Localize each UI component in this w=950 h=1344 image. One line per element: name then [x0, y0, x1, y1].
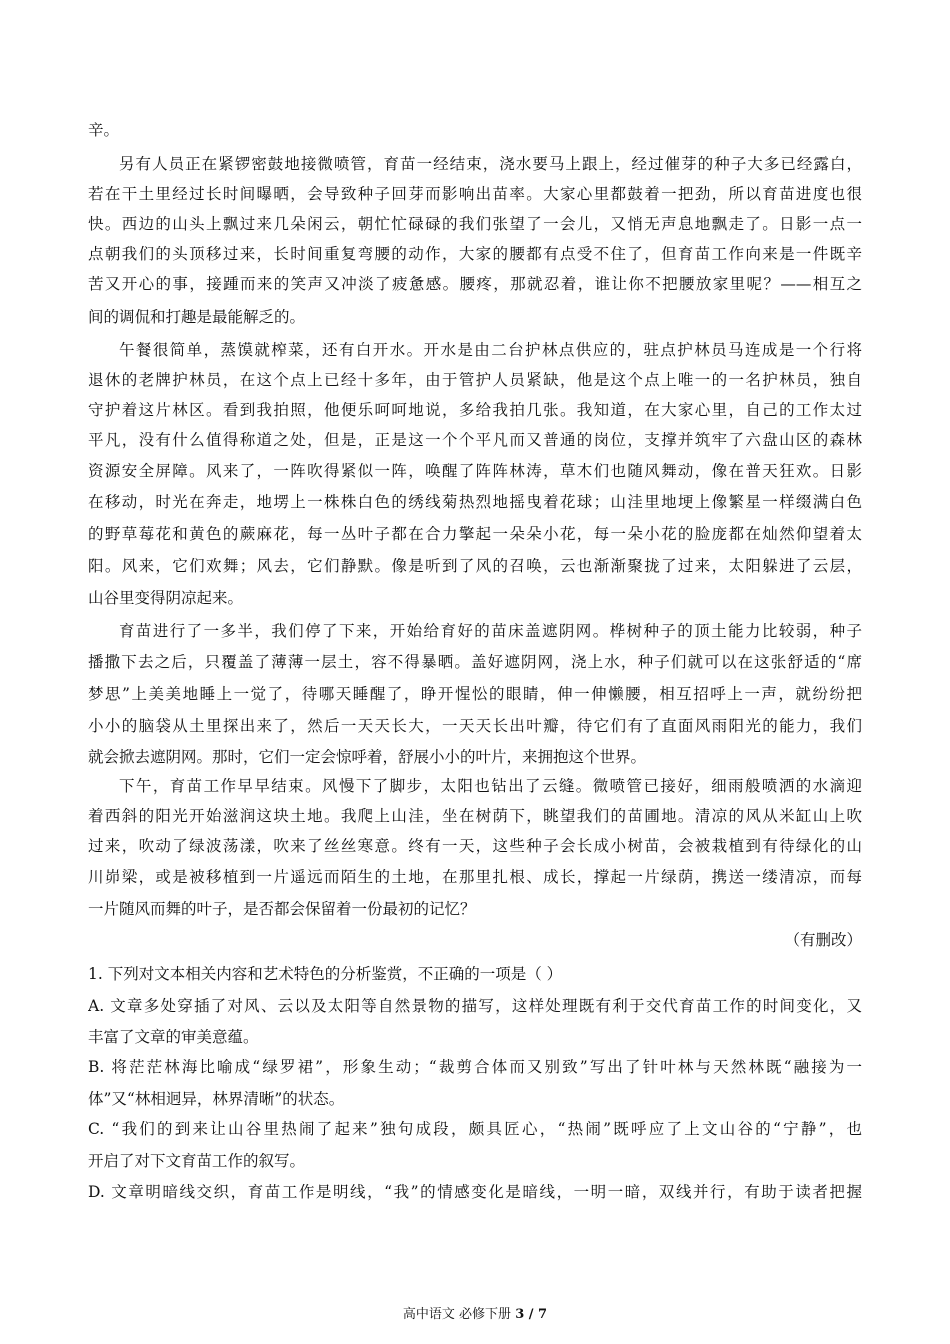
passage-line: 过来，吹动了绿波荡漾，吹来了丝丝寒意。终有一天，这些种子会长成小树苗，会被栽植到有待绿化的山 — [88, 837, 862, 855]
passage-line: 育苗进行了一多半，我们停了下来，开始给育好的苗床盖遮阴网。桦树种子的顶土能力比较弱，种子 — [119, 622, 862, 640]
passage-line: 阳。风来，它们欢舞；风去，它们静默。像是听到了风的召唤，云也渐渐聚拢了过来，太阳躲进了云层， — [88, 557, 862, 575]
page-number: 3 / 7 — [515, 1307, 548, 1322]
option-c-cont: 开启了对下文育苗工作的叙写。 — [88, 1152, 306, 1170]
passage-line: 点朝我们的头顶移过来，长时间重复弯腰的动作，大家的腰都有点受不住了，但育苗工作向来是一件既辛 — [88, 245, 862, 263]
passage-line: 资源安全屏障。风来了，一阵吹得紧似一阵，唤醒了阵阵林涛，草木们也随风舞动，像在普天狂欢。日影 — [88, 462, 862, 480]
passage-line: 川峁梁，或是被移植到一片遥远而陌生的土地，在那里扎根、成长，撑起一片绿荫，携送一缕清凉，而每 — [88, 868, 862, 886]
passage-line: 辛。 — [88, 121, 120, 139]
passage-line: 的野草莓花和黄色的蕨麻花，每一丛叶子都在合力擎起一朵朵小花，每一朵小花的脸庞都在灿然仰望着太 — [88, 525, 862, 543]
passage-line: 另有人员正在紧锣密鼓地接微喷管，育苗一经结束，浇水要马上跟上，经过催芽的种子大多已经露白， — [119, 155, 862, 173]
passage-line: 下午，育苗工作早早结束。风慢下了脚步，太阳也钻出了云缝。微喷管已接好，细雨般喷洒的水滴迎 — [119, 777, 862, 795]
passage-line: 午餐很简单，蒸馍就榨菜，还有白开水。开水是由二台护林点供应的，驻点护林员马连成是一个行将 — [119, 341, 862, 359]
passage-line: 山谷里变得阴凉起来。 — [88, 589, 244, 607]
passage-line: 一片随风而舞的叶子，是否都会保留着一份最初的记忆？ — [88, 900, 476, 918]
option-d: D. 文章明暗线交织，育苗工作是明线，“我”的情感变化是暗线，一明一暗，双线并行，有助于读者把握 — [88, 1183, 862, 1201]
option-b-cont: 体”又“林相迥异，林界清晰”的状态。 — [88, 1090, 345, 1108]
passage-line: 着西斜的阳光开始滋润这块土地。我爬上山洼，坐在树荫下，眺望我们的苗圃地。清凉的风从米缸山上吹 — [88, 807, 862, 825]
option-a-cont: 丰富了文章的审美意蕴。 — [88, 1028, 259, 1046]
passage-line: 快。西边的山头上飘过来几朵闲云，朝忙忙碌碌的我们张望了一会儿，又悄无声息地飘走了。日影一点一 — [88, 215, 862, 233]
option-a: A. 文章多处穿插了对风、云以及太阳等自然景物的描写，这样处理既有利于交代育苗工作的时间变化，又 — [88, 997, 862, 1015]
passage-line: 在移动，时光在奔走，地塄上一株株白色的绣线菊热烈地摇曳着花球；山洼里地埂上像繁星一样缀满白色 — [88, 493, 862, 511]
question-stem: 1. 下列对文本相关内容和艺术特色的分析鉴赏，不正确的一项是（ ） — [88, 965, 563, 983]
option-b: B. 将茫茫林海比喻成“绿罗裙”，形象生动；“裁剪合体而又别致”写出了针叶林与天然林既“融接为一 — [88, 1058, 862, 1076]
source-note: （有删改） — [784, 931, 862, 949]
passage-line: 梦思”上美美地睡上一觉了，待哪天睡醒了，睁开惺忪的眼睛，伸一伸懒腰，相互招呼上一声，就纷纷把 — [88, 685, 862, 703]
page-footer — [0, 1306, 950, 1324]
footer-title: 高中语文 必修下册 — [402, 1307, 516, 1322]
passage-line: 平凡，没有什么值得称道之处，但是，正是这一个个平凡而又普通的岗位，支撑并筑牢了六盘山区的森林 — [88, 431, 862, 449]
passage-line: 守护着这片林区。看到我拍照，他便乐呵呵地说，多给我拍几张。我知道，在大家心里，自己的工作太过 — [88, 401, 862, 419]
passage-line: 若在干土里经过长时间曝晒，会导致种子回芽而影响出苗率。大家心里都鼓着一把劲，所以育苗进度也很 — [88, 185, 862, 203]
passage-line: 小小的脑袋从土里探出来了，然后一天天长大，一天天长出叶瓣，待它们有了直面风雨阳光的能力，我们 — [88, 717, 862, 735]
passage-line: 播撒下去之后，只覆盖了薄薄一层土，容不得暴晒。盖好遮阴网，浇上水，种子们就可以在这张舒适的“席 — [88, 653, 862, 671]
passage-line: 退休的老牌护林员，在这个点上已经十多年，由于管护人员紧缺，他是这个点上唯一的一名护林员，独自 — [88, 371, 862, 389]
passage-line: 就会掀去遮阴网。那时，它们一定会惊呼着，舒展小小的叶片，来拥抱这个世界。 — [88, 748, 647, 766]
passage-line: 苦又开心的事，接踵而来的笑声又冲淡了疲惫感。腰疼，那就忍着，谁让你不把腰放家里呢？——相互之 — [88, 275, 862, 293]
passage-line: 间的调侃和打趣是最能解乏的。 — [88, 308, 306, 326]
option-c: C. “我们的到来让山谷里热闹了起来”独句成段，颇具匠心，“热闹”既呼应了上文山谷的“宁静”，也 — [88, 1120, 862, 1138]
